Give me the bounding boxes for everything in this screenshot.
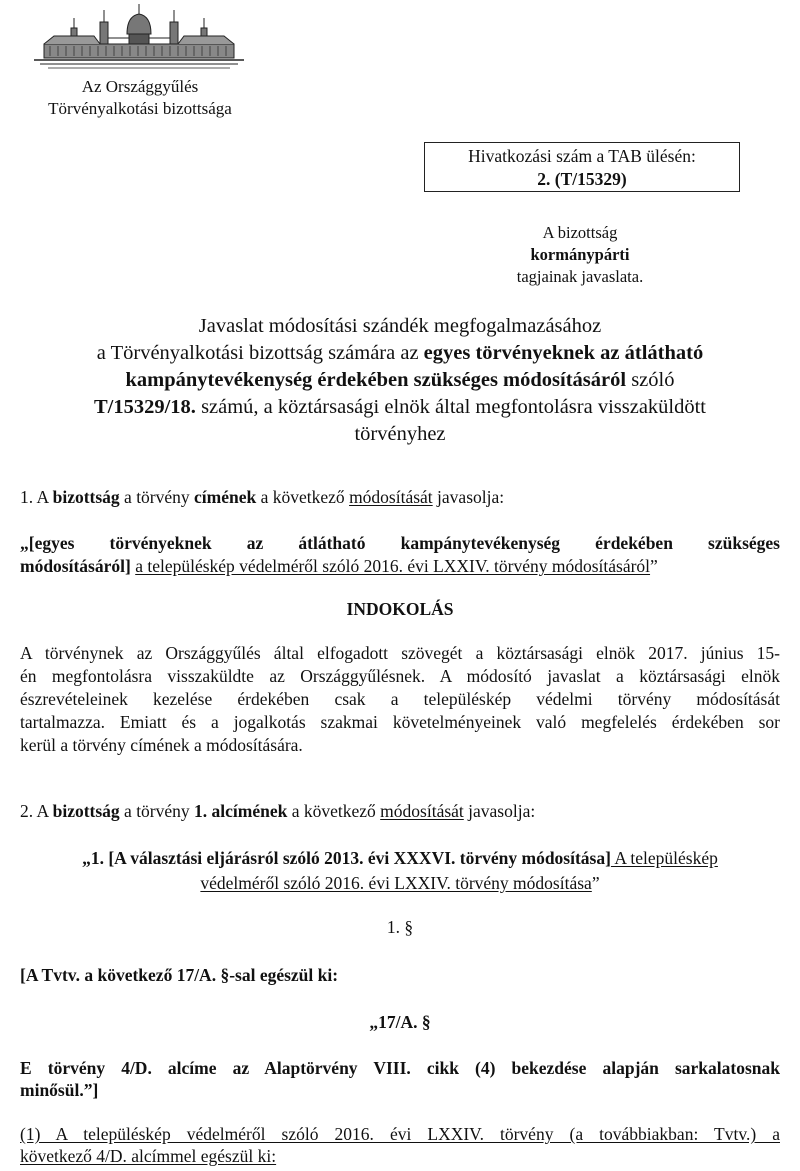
text: a törvény	[119, 801, 195, 821]
text: címének	[194, 487, 257, 507]
text: a településkép védelméről szóló 2016. évi LXXIV. törvény módosításáról	[135, 556, 651, 576]
provision-line-1: E törvény 4/D. alcíme az Alaptörvény VIII. cikk (4) bekezdése alapján sarkalatosnak	[20, 1058, 780, 1078]
text: „1. [A választási eljárásról szóló 2013. évi XXXVI. törvény módosítása]	[82, 848, 611, 868]
text: módosítását	[349, 487, 433, 507]
text: 1. alcímének	[194, 801, 288, 821]
section-number: 1. §	[386, 917, 414, 937]
text: 1. A	[20, 487, 53, 507]
text: a következő	[287, 801, 381, 821]
title-line-2	[20, 340, 780, 367]
reasoning-body	[20, 642, 780, 757]
org-name	[30, 76, 250, 120]
item-2-intro	[20, 801, 780, 822]
text: védelméről szóló 2016. évi LXXIV. törvény módosítása	[200, 873, 592, 893]
provision-line-2: minősül.”]	[20, 1080, 99, 1100]
org-line-2: Törvényalkotási bizottsága	[48, 99, 232, 118]
text: javasolja:	[432, 487, 505, 507]
law-title-part: kampánytevékenység érdekében szükséges módosításáról	[125, 369, 627, 391]
title-line-4	[20, 394, 780, 421]
text: módosítását	[380, 801, 464, 821]
title-text: számú, a köztársasági elnök által megfontolásra visszaküldött	[195, 396, 707, 418]
title-line-1: Javaslat módosítási szándék megfogalmazásához	[198, 315, 602, 337]
quote-line-1	[20, 846, 780, 871]
proposer-block	[480, 222, 680, 288]
reference-number: 2. (T/15329)	[537, 169, 627, 189]
text: ”	[591, 873, 600, 893]
text: a törvény	[119, 487, 195, 507]
reasoning-heading: INDOKOLÁS	[346, 599, 454, 619]
text: A településkép	[610, 848, 718, 868]
quote-line-1: „[egyes törvényeknek az átlátható kampánytevékenység érdekében szükséges	[20, 533, 780, 553]
reasoning-line: A törvénynek az Országgyűlés által elfogadott szövegét a köztársasági elnök 2017. június 15-	[20, 643, 780, 663]
reasoning-line: tartalmazza. Emiatt és a jogalkotás szakmai követelményeinek való megfelelés érdekében sor	[20, 712, 780, 732]
title-line-3	[20, 367, 780, 394]
text: javasolja:	[463, 801, 536, 821]
parliament-logo	[34, 2, 244, 72]
quote-line-2	[20, 555, 780, 578]
text: módosításáról]	[20, 556, 131, 576]
item-1-quote	[20, 532, 780, 578]
org-line-1: Az Országgyűlés	[81, 77, 199, 96]
reasoning-line: én megfontolásra visszaküldte az Országgyűlésnek. A módosító javaslat a köztársasági elnök	[20, 666, 780, 686]
paragraph-reference: „17/A. §	[369, 1012, 431, 1032]
bill-number: T/15329/18.	[93, 396, 196, 418]
amendment-text	[20, 1123, 780, 1167]
text: 2. A	[20, 801, 53, 821]
proposer-line-1: A bizottság	[542, 223, 618, 242]
item-1-intro	[20, 487, 780, 508]
reference-box	[424, 142, 740, 192]
item-2-quote	[20, 846, 780, 896]
provision-text	[20, 1057, 780, 1101]
reasoning-line: kerül a törvény címének a módosítására.	[20, 735, 303, 755]
amendment-line-2: következő 4/D. alcímmel egészül ki:	[20, 1146, 277, 1166]
title-text: a Törvényalkotási bizottság számára az	[96, 342, 424, 364]
document-title	[20, 313, 780, 448]
title-text: szóló	[626, 369, 675, 391]
text: a következő	[256, 487, 350, 507]
amendment-line-1: (1) A településkép védelméről szóló 2016. évi LXXIV. törvény (a továbbiakban: Tvtv.) a	[20, 1124, 780, 1144]
law-title-part: egyes törvényeknek az átlátható	[423, 342, 704, 364]
reasoning-line: észrevételeinek kezelése érdekében csak a településkép védelmi törvény módosítását	[20, 689, 780, 709]
text: ”	[650, 556, 658, 576]
text: bizottság	[52, 487, 120, 507]
quote-line-2	[20, 871, 780, 896]
proposer-line-2: kormánypárti	[530, 245, 630, 264]
title-line-5: törvényhez	[354, 423, 446, 445]
proposer-line-3: tagjainak javaslata.	[516, 267, 644, 286]
text: bizottság	[52, 801, 120, 821]
reference-label: Hivatkozási szám a TAB ülésén:	[468, 146, 696, 166]
bracket-line: [A Tvtv. a következő 17/A. §-sal egészül ki:	[20, 965, 339, 985]
